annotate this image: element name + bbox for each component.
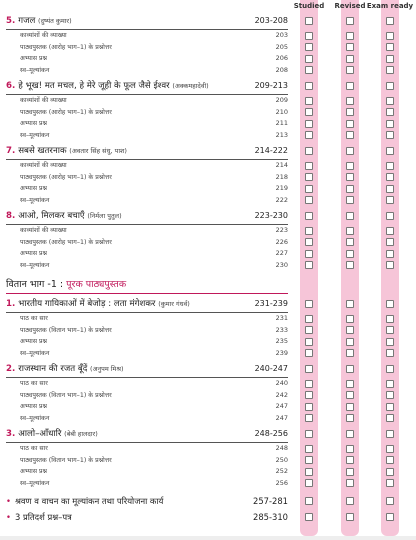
subtopic-page: 211 <box>275 119 288 127</box>
studied-checkbox[interactable] <box>305 185 313 193</box>
studied-checkbox[interactable] <box>305 513 313 521</box>
subtopic-label: पाठ का सार <box>20 315 48 323</box>
revised-checkbox[interactable] <box>346 55 354 63</box>
chapter-title-row <box>6 297 288 311</box>
chapter-entry <box>6 297 288 359</box>
revised-checkbox[interactable] <box>346 468 354 476</box>
chapter-title-group <box>6 297 190 311</box>
revised-checkbox[interactable] <box>346 445 354 453</box>
subtopic-label: काव्यांशों की व्याख्या <box>20 162 67 169</box>
subtopic-row <box>6 455 288 467</box>
subtopic-row <box>6 443 288 455</box>
subtopic-page: 219 <box>275 184 288 192</box>
chapter-title-group <box>6 14 72 28</box>
subtopic-label: अभ्यास प्रश्न <box>20 185 48 192</box>
subtopic-label: अभ्यास प्रश्न <box>20 338 48 346</box>
chapter-pages: 223-230 <box>254 211 288 220</box>
chapter-title: गजल <box>18 16 36 26</box>
misc-entry <box>6 493 288 509</box>
chapter-author: (अक्कमहादेवी) <box>172 82 209 90</box>
exam-ready-checkbox[interactable] <box>386 365 394 373</box>
chapter-title: राजस्थान की रजत बूँदें <box>18 364 88 375</box>
subtopic-label: पाठ्यपुस्तक (आरोह भाग–1) के प्रश्नोत्तर <box>20 108 112 116</box>
bullet-icon: • <box>6 512 11 523</box>
subtopic-page: 203 <box>275 31 288 39</box>
chapter-title: आओ, मिलकर बचाएँ <box>18 211 85 221</box>
exam-ready-checkbox[interactable] <box>386 120 394 128</box>
exam-ready-checkbox[interactable] <box>386 131 394 139</box>
exam-ready-checkbox[interactable] <box>386 403 394 411</box>
exam-ready-checkbox[interactable] <box>386 479 394 487</box>
revised-checkbox[interactable] <box>346 391 354 399</box>
revised-checkbox[interactable] <box>346 513 354 521</box>
subtopic-row <box>6 225 288 237</box>
studied-checkbox[interactable] <box>305 414 313 422</box>
revised-checkbox[interactable] <box>346 131 354 139</box>
studied-checkbox[interactable] <box>305 300 313 308</box>
chapter-entry <box>6 144 288 206</box>
subtopic-page: 213 <box>275 130 288 139</box>
subtopic-label: स्व–मूल्यांकन <box>20 261 50 269</box>
exam-ready-checkbox[interactable] <box>386 55 394 63</box>
chapter-author: (बेबी हालदार) <box>64 430 98 439</box>
revised-checkbox[interactable] <box>346 162 354 170</box>
subtopic-row <box>6 42 288 54</box>
misc-entry <box>6 509 288 525</box>
chapter-pages: 240-247 <box>254 364 288 374</box>
exam-ready-checkbox[interactable] <box>386 162 394 170</box>
chapter-title-row <box>6 79 288 93</box>
chapter-number: 1. <box>6 299 16 310</box>
chapter-author: (निर्मला पुतुल) <box>87 212 122 220</box>
studied-checkbox[interactable] <box>305 250 313 258</box>
subtopic-row <box>6 260 288 272</box>
table-of-contents <box>6 14 288 525</box>
subtopic-page: 252 <box>275 467 288 476</box>
subtopic-page: 233 <box>275 325 288 334</box>
revised-checkbox[interactable] <box>346 43 354 51</box>
studied-checkbox[interactable] <box>305 147 313 155</box>
exam-ready-checkbox[interactable] <box>386 43 394 51</box>
misc-title: 3 प्रतिदर्श प्रश्न–पत्र <box>14 512 72 523</box>
chapter-title-row <box>6 427 288 441</box>
subtopic-label: काव्यांशों की व्याख्या <box>20 227 67 234</box>
chapter-entry <box>6 14 288 76</box>
studied-checkbox[interactable] <box>305 391 313 399</box>
studied-checkbox[interactable] <box>305 261 313 269</box>
studied-checkbox[interactable] <box>305 131 313 139</box>
studied-checkbox[interactable] <box>305 120 313 128</box>
chapter-title-group <box>6 144 127 158</box>
studied-checkbox[interactable] <box>305 32 313 40</box>
subtopic-page: 248 <box>275 444 288 453</box>
section-heading <box>6 277 288 293</box>
exam-ready-checkbox[interactable] <box>386 238 394 246</box>
subtopic-page: 214 <box>275 161 288 169</box>
studied-checkbox[interactable] <box>305 468 313 476</box>
revised-checkbox[interactable] <box>346 430 354 438</box>
studied-checkbox[interactable] <box>305 17 313 25</box>
subtopic-label: पाठ्यपुस्तक (आरोह भाग–1) के प्रश्नोत्तर <box>20 173 112 181</box>
misc-pages: 285-310 <box>253 512 288 523</box>
studied-checkbox[interactable] <box>305 479 313 487</box>
revised-checkbox[interactable] <box>346 365 354 373</box>
subtopic-label: पाठ का सार <box>20 380 48 388</box>
studied-checkbox[interactable] <box>305 445 313 453</box>
chapter-entry <box>6 79 288 141</box>
chapter-number: 8. <box>6 211 16 221</box>
exam-ready-checkbox[interactable] <box>386 445 394 453</box>
studied-checkbox[interactable] <box>305 430 313 438</box>
subtopic-label: स्व–मूल्यांकन <box>20 479 50 487</box>
subtopic-label: पाठ्यपुस्तक (वितान भाग–1) के प्रश्नोत्तर <box>20 326 112 334</box>
revised-checkbox[interactable] <box>346 414 354 422</box>
section-rule <box>6 293 288 294</box>
exam-ready-checkbox[interactable] <box>386 315 394 323</box>
subtopic-page: 205 <box>275 42 288 51</box>
subtopic-row <box>6 478 288 490</box>
exam-ready-checkbox[interactable] <box>386 82 394 90</box>
chapter-title-group <box>6 79 209 93</box>
subtopic-row <box>6 325 288 337</box>
chapter-author: (दुष्यंत कुमार) <box>38 17 72 25</box>
revised-checkbox[interactable] <box>346 108 354 116</box>
section-title: पूरक पाठ्यपुस्तक <box>66 279 127 290</box>
subtopic-page: 209 <box>275 96 288 104</box>
revised-checkbox[interactable] <box>346 238 354 246</box>
chapter-author: (अवतार सिंह संधु, पाश) <box>69 147 127 155</box>
chapter-title: आलो–आँधारि <box>18 429 62 440</box>
subtopic-row <box>6 336 288 348</box>
chapter-number: 2. <box>6 364 16 375</box>
chapter-title: सबसे खतरनाक <box>18 146 67 156</box>
chapter-pages: 248-256 <box>254 429 288 439</box>
subtopic-row <box>6 348 288 360</box>
studied-checkbox[interactable] <box>305 403 313 411</box>
exam-ready-checkbox[interactable] <box>386 147 394 155</box>
subtopic-label: पाठ्यपुस्तक (वितान भाग–1) के प्रश्नोत्तर <box>20 391 112 399</box>
misc-list <box>6 493 288 525</box>
subtopic-label: स्व–मूल्यांकन <box>20 66 50 74</box>
subtopic-label: पाठ्यपुस्तक (आरोह भाग–1) के प्रश्नोत्तर <box>20 43 112 51</box>
subtopic-row <box>6 378 288 390</box>
subtopic-page: 240 <box>275 379 288 388</box>
studied-checkbox[interactable] <box>305 97 313 105</box>
exam-ready-checkbox[interactable] <box>386 185 394 193</box>
subtopic-page: 235 <box>275 337 288 346</box>
chapter-title-row <box>6 144 288 158</box>
chapter-author: (अनुपम मिश्र) <box>90 365 124 374</box>
subtopic-page: 239 <box>275 348 288 357</box>
revised-checkbox[interactable] <box>346 300 354 308</box>
revised-checkbox[interactable] <box>346 380 354 388</box>
exam-ready-checkbox[interactable] <box>386 380 394 388</box>
studied-checkbox[interactable] <box>305 326 313 334</box>
chapter-pages: 231-239 <box>254 299 288 309</box>
subtopic-page: 222 <box>275 195 288 204</box>
subtopic-row <box>6 65 288 77</box>
exam-ready-checkbox[interactable] <box>386 250 394 258</box>
revised-checkbox[interactable] <box>346 250 354 258</box>
revised-checkbox[interactable] <box>346 338 354 346</box>
bullet-icon: • <box>6 496 11 507</box>
revised-checkbox[interactable] <box>346 32 354 40</box>
revised-checkbox[interactable] <box>346 212 354 220</box>
chapter-entry <box>6 427 288 489</box>
chapter-author: (कुमार गंधर्व) <box>158 300 190 309</box>
chapter-title-group <box>6 427 98 441</box>
exam-ready-header: Exam ready <box>366 2 414 10</box>
chapter-title: भारतीय गायिकाओं में बेजोड़ : लता मंगेशकर <box>18 299 156 310</box>
exam-ready-checkbox[interactable] <box>386 66 394 74</box>
exam-ready-checkbox[interactable] <box>386 17 394 25</box>
misc-title: श्रवण व वाचन का मूल्यांकन तथा परियोजना कार्य <box>14 496 164 507</box>
misc-title-group <box>6 509 72 525</box>
subtopic-row <box>6 390 288 402</box>
revised-checkbox[interactable] <box>346 82 354 90</box>
subtopic-label: अभ्यास प्रश्न <box>20 468 48 476</box>
chapter-number: 3. <box>6 429 16 440</box>
studied-checkbox[interactable] <box>305 338 313 346</box>
subtopic-page: 218 <box>275 172 288 181</box>
exam-ready-checkbox[interactable] <box>386 497 394 505</box>
exam-ready-checkbox[interactable] <box>386 468 394 476</box>
revised-checkbox[interactable] <box>346 497 354 505</box>
subtopic-label: पाठ्यपुस्तक (वितान भाग–1) के प्रश्नोत्तर <box>20 456 112 464</box>
subtopic-row <box>6 466 288 478</box>
studied-checkbox[interactable] <box>305 173 313 181</box>
poetry-chapters <box>6 14 288 271</box>
studied-checkbox[interactable] <box>305 196 313 204</box>
subtopic-row <box>6 107 288 119</box>
studied-checkbox[interactable] <box>305 108 313 116</box>
revised-checkbox[interactable] <box>346 456 354 464</box>
subtopic-label: पाठ्यपुस्तक (आरोह भाग–1) के प्रश्नोत्तर <box>20 238 112 246</box>
subtopic-page: 247 <box>275 413 288 422</box>
revised-checkbox[interactable] <box>346 120 354 128</box>
chapter-pages: 209-213 <box>254 81 288 90</box>
subtopic-row <box>6 130 288 142</box>
subtopic-row <box>6 401 288 413</box>
chapter-number: 5. <box>6 16 16 26</box>
subtopic-row <box>6 248 288 260</box>
revised-checkbox[interactable] <box>346 173 354 181</box>
revised-checkbox[interactable] <box>346 147 354 155</box>
revised-checkbox[interactable] <box>346 17 354 25</box>
subtopic-page: 223 <box>275 226 288 234</box>
subtopic-label: पाठ का सार <box>20 445 48 453</box>
studied-checkbox[interactable] <box>305 212 313 220</box>
subtopic-page: 242 <box>275 390 288 399</box>
subtopic-page: 256 <box>275 478 288 487</box>
chapter-pages: 214-222 <box>254 146 288 155</box>
subtopic-row <box>6 195 288 207</box>
revised-checkbox[interactable] <box>346 403 354 411</box>
supplementary-chapters <box>6 297 288 489</box>
revised-checkbox[interactable] <box>346 261 354 269</box>
studied-checkbox[interactable] <box>305 43 313 51</box>
subtopic-page: 206 <box>275 54 288 62</box>
exam-ready-checkbox[interactable] <box>386 227 394 235</box>
subtopic-page: 250 <box>275 455 288 464</box>
revised-checkbox[interactable] <box>346 66 354 74</box>
subtopic-page: 230 <box>275 260 288 269</box>
subtopic-label: स्व–मूल्यांकन <box>20 349 50 357</box>
chapter-title: हे भूख! मत मचल, हे मेरे जूही के फूल जैसे ईश्वर <box>18 81 170 91</box>
subtopic-label: काव्यांशों की व्याख्या <box>20 32 67 39</box>
revised-checkbox[interactable] <box>346 349 354 357</box>
bottom-strip <box>0 536 416 540</box>
studied-checkbox[interactable] <box>305 365 313 373</box>
subtopic-row <box>6 237 288 249</box>
subtopic-row <box>6 413 288 425</box>
studied-checkbox[interactable] <box>305 162 313 170</box>
subtopic-label: अभ्यास प्रश्न <box>20 120 48 127</box>
chapter-number: 6. <box>6 81 16 91</box>
subtopic-row <box>6 172 288 184</box>
exam-ready-checkbox[interactable] <box>386 108 394 116</box>
subtopic-row <box>6 118 288 130</box>
revised-checkbox[interactable] <box>346 196 354 204</box>
revised-checkbox[interactable] <box>346 326 354 334</box>
revised-header: Revised <box>334 2 366 10</box>
subtopic-page: 231 <box>275 314 288 323</box>
chapter-title-row <box>6 209 288 223</box>
studied-header: Studied <box>293 2 325 10</box>
subtopic-label: अभ्यास प्रश्न <box>20 250 48 257</box>
section-prefix: वितान भाग -1 : <box>6 279 64 290</box>
exam-ready-checkbox[interactable] <box>386 513 394 521</box>
chapter-title-group <box>6 209 122 223</box>
revised-checkbox[interactable] <box>346 479 354 487</box>
subtopic-label: स्व–मूल्यांकन <box>20 196 50 204</box>
studied-checkbox[interactable] <box>305 380 313 388</box>
revised-checkbox[interactable] <box>346 97 354 105</box>
studied-checkbox[interactable] <box>305 238 313 246</box>
exam-ready-checkbox[interactable] <box>386 212 394 220</box>
studied-checkbox[interactable] <box>305 349 313 357</box>
subtopic-row <box>6 313 288 325</box>
exam-ready-checkbox[interactable] <box>386 300 394 308</box>
revised-checkbox[interactable] <box>346 185 354 193</box>
chapter-entry <box>6 362 288 424</box>
chapter-title-row <box>6 362 288 376</box>
exam-ready-checkbox[interactable] <box>386 196 394 204</box>
subtopic-page: 210 <box>275 107 288 116</box>
subtopic-label: अभ्यास प्रश्न <box>20 403 48 411</box>
studied-checkbox[interactable] <box>305 497 313 505</box>
revised-checkbox[interactable] <box>346 315 354 323</box>
chapter-entry <box>6 209 288 271</box>
subtopic-page: 226 <box>275 237 288 246</box>
revised-checkbox[interactable] <box>346 227 354 235</box>
subtopic-label: स्व–मूल्यांकन <box>20 131 50 139</box>
subtopic-page: 227 <box>275 249 288 257</box>
exam-ready-checkbox[interactable] <box>386 391 394 399</box>
exam-ready-checkbox[interactable] <box>386 414 394 422</box>
subtopic-page: 247 <box>275 402 288 411</box>
subtopic-label: अभ्यास प्रश्न <box>20 55 48 62</box>
exam-ready-checkbox[interactable] <box>386 349 394 357</box>
studied-checkbox[interactable] <box>305 66 313 74</box>
subtopic-row <box>6 95 288 107</box>
chapter-title-group <box>6 362 124 376</box>
subtopic-page: 208 <box>275 65 288 74</box>
studied-checkbox[interactable] <box>305 82 313 90</box>
exam-ready-checkbox[interactable] <box>386 456 394 464</box>
subtopic-row <box>6 30 288 42</box>
studied-checkbox[interactable] <box>305 55 313 63</box>
exam-ready-checkbox[interactable] <box>386 326 394 334</box>
subtopic-row <box>6 183 288 195</box>
subtopic-row <box>6 160 288 172</box>
misc-pages: 257-281 <box>253 496 288 507</box>
misc-title-group <box>6 493 163 509</box>
studied-checkbox[interactable] <box>305 456 313 464</box>
exam-ready-checkbox[interactable] <box>386 97 394 105</box>
studied-checkbox[interactable] <box>305 227 313 235</box>
exam-ready-checkbox[interactable] <box>386 261 394 269</box>
subtopic-label: काव्यांशों की व्याख्या <box>20 97 67 104</box>
exam-ready-checkbox[interactable] <box>386 32 394 40</box>
subtopic-row <box>6 53 288 65</box>
studied-checkbox[interactable] <box>305 315 313 323</box>
subtopic-label: स्व–मूल्यांकन <box>20 414 50 422</box>
chapter-number: 7. <box>6 146 16 156</box>
chapter-title-row <box>6 14 288 28</box>
exam-ready-checkbox[interactable] <box>386 338 394 346</box>
exam-ready-checkbox[interactable] <box>386 430 394 438</box>
exam-ready-checkbox[interactable] <box>386 173 394 181</box>
chapter-pages: 203-208 <box>254 16 288 25</box>
